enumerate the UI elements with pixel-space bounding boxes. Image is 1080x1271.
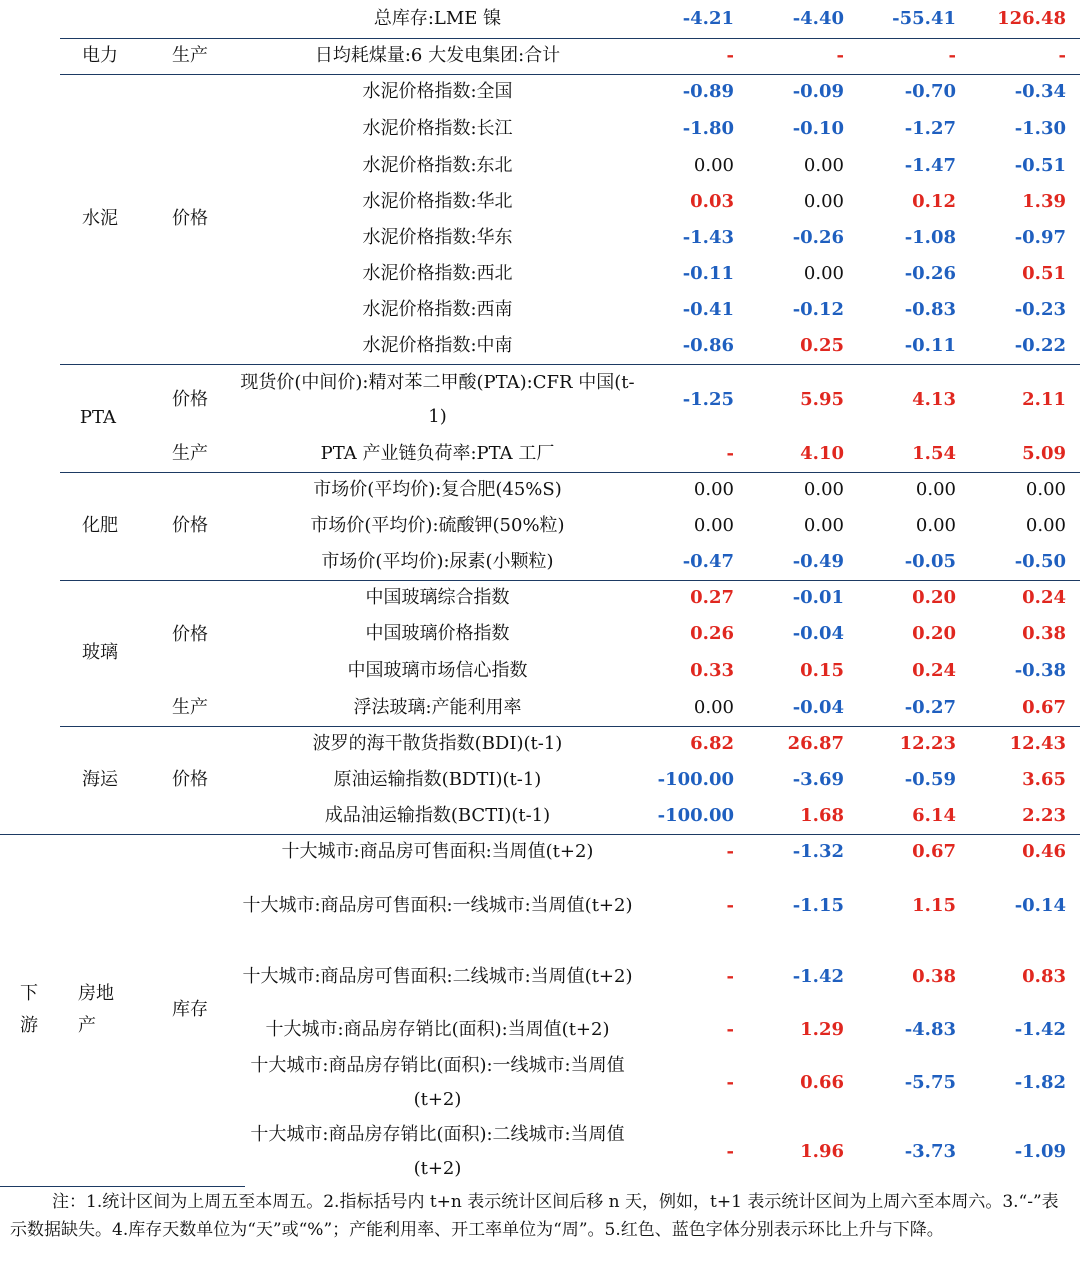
value-cell: -55.41 [892,8,956,29]
value-cell: -0.86 [682,335,734,356]
category-level1: 下游 [20,983,38,1036]
value-cell: -1.08 [904,227,956,248]
value-cell: - [726,966,734,987]
indicator-name: 十大城市:商品房存销比(面积):二线城市:当周值(t+2) [250,1124,625,1179]
value-cell: -0.89 [682,81,734,102]
value-cell: 0.12 [912,191,956,212]
value-cell: 0.00 [803,155,844,176]
category-type: 价格 [172,624,208,645]
value-cell: 0.00 [693,515,734,536]
category-type: 生产 [172,45,208,66]
value-cell: 0.00 [915,515,956,536]
value-cell: 0.00 [1025,479,1066,500]
value-cell: -1.25 [682,389,734,410]
value-cell: -0.41 [682,299,734,320]
value-cell: 1.96 [800,1141,844,1162]
value-cell: -3.73 [904,1141,956,1162]
indicator-name: 十大城市:商品房可售面积:二线城市:当周值(t+2) [242,966,633,987]
value-cell: -1.09 [1014,1141,1066,1162]
value-cell: -1.30 [1014,118,1066,139]
value-cell: 0.15 [800,660,844,681]
table-rule [60,38,1080,39]
table-rule [0,1186,245,1187]
category-type: 生产 [172,443,208,464]
value-cell: 0.24 [912,660,956,681]
indicator-name: 水泥价格指数:西南 [362,299,513,320]
value-cell: 1.29 [800,1019,844,1040]
value-cell: 6.82 [690,733,734,754]
indicator-name: 日均耗煤量:6 大发电集团:合计 [314,45,561,66]
table-rule [60,364,1080,365]
indicator-name: 原油运输指数(BDTI)(t-1) [333,769,542,790]
value-cell: -1.15 [792,895,844,916]
value-cell: - [726,895,734,916]
value-cell: 4.13 [912,389,956,410]
value-cell: -1.27 [904,118,956,139]
indicator-name: 水泥价格指数:东北 [362,155,513,176]
category-industry: 海运 [82,769,118,790]
value-cell: -1.80 [682,118,734,139]
value-cell: -4.83 [904,1019,956,1040]
indicator-name: 成品油运输指数(BCTI)(t-1) [324,805,551,826]
value-cell: 0.66 [800,1072,844,1093]
category-type: 库存 [172,999,208,1020]
value-cell: -5.75 [904,1072,956,1093]
value-cell: -3.69 [792,769,844,790]
value-cell: 0.38 [912,966,956,987]
value-cell: -0.27 [904,697,956,718]
value-cell: 1.68 [800,805,844,826]
category-industry: 电力 [82,45,118,66]
table-rule [60,74,1080,75]
value-cell: - [726,45,734,66]
value-cell: 0.00 [1025,515,1066,536]
value-cell: -0.10 [792,118,844,139]
value-cell: -0.38 [1014,660,1066,681]
value-cell: 0.00 [693,479,734,500]
value-cell: -0.05 [904,551,956,572]
value-cell: -100.00 [657,769,734,790]
table-rule [60,472,1080,473]
category-type: 价格 [172,515,208,536]
value-cell: 0.83 [1022,966,1066,987]
value-cell: -1.42 [1014,1019,1066,1040]
value-cell: 0.27 [690,587,734,608]
indicator-name: 波罗的海干散货指数(BDI)(t-1) [312,733,563,754]
value-cell: 1.54 [912,443,956,464]
indicator-name: 十大城市:商品房可售面积:当周值(t+2) [281,841,594,862]
indicator-name: 市场价(平均价):硫酸钾(50%粒) [310,515,565,536]
indicator-name: 中国玻璃价格指数 [365,623,510,644]
indicator-name: 水泥价格指数:长江 [362,118,513,139]
table-rule [60,580,1080,581]
indicator-name: 现货价(中间价):精对苯二甲酸(PTA):CFR 中国(t-1) [240,372,635,427]
value-cell: 0.03 [690,191,734,212]
value-cell: 0.67 [912,841,956,862]
value-cell: 12.23 [899,733,956,754]
value-cell: 0.20 [912,587,956,608]
value-cell: -0.26 [904,263,956,284]
value-cell: 0.26 [690,623,734,644]
value-cell: -4.21 [682,8,734,29]
indicator-name: 总库存:LME 镍 [373,8,502,29]
value-cell: 5.95 [800,389,844,410]
value-cell: -0.34 [1014,81,1066,102]
value-cell: 1.39 [1022,191,1066,212]
value-cell: -1.47 [904,155,956,176]
indicator-name: 十大城市:商品房可售面积:一线城市:当周值(t+2) [242,895,633,916]
value-cell: 0.25 [800,335,844,356]
value-cell: -1.42 [792,966,844,987]
table-rule [0,834,1080,835]
value-cell: 6.14 [912,805,956,826]
indicator-name: 水泥价格指数:华东 [362,227,513,248]
value-cell: -0.51 [1014,155,1066,176]
value-cell: -0.50 [1014,551,1066,572]
indicator-name: 十大城市:商品房存销比(面积):当周值(t+2) [265,1019,610,1040]
value-cell: 26.87 [787,733,844,754]
value-cell: -0.11 [904,335,956,356]
value-cell: -0.11 [682,263,734,284]
value-cell: - [948,45,956,66]
indicator-name: 水泥价格指数:西北 [362,263,513,284]
indicator-name: 浮法玻璃:产能利用率 [353,697,522,718]
value-cell: 1.15 [912,895,956,916]
value-cell: - [726,1141,734,1162]
value-cell: 12.43 [1009,733,1066,754]
value-cell: - [726,841,734,862]
value-cell: 2.23 [1022,805,1066,826]
category-type: 价格 [172,208,208,229]
value-cell: 3.65 [1022,769,1066,790]
indicator-name: 水泥价格指数:华北 [362,191,513,212]
table-rule [60,726,1080,727]
value-cell: -0.04 [792,697,844,718]
value-cell: 0.46 [1022,841,1066,862]
value-cell: -0.47 [682,551,734,572]
table-footnote: 注：1.统计区间为上周五至本周五。2.指标括号内 t+n 表示统计区间后移 n 天，例如，t+1 表示统计区间为上周六至本周六。3.“-”表示数据缺失。4.库存天数单位为“天”或“%”；产能利用率、开工率单位为“周”。5.红色、蓝色字体分别表示环比上升与下降。 [10,1192,1059,1240]
value-cell: 0.00 [915,479,956,500]
value-cell: -0.97 [1014,227,1066,248]
value-cell: - [726,1072,734,1093]
value-cell: 5.09 [1022,443,1066,464]
indicator-name: 水泥价格指数:中南 [362,335,513,356]
value-cell: -1.32 [792,841,844,862]
value-cell: -0.01 [792,587,844,608]
value-cell: -100.00 [657,805,734,826]
indicator-name: 中国玻璃综合指数 [365,587,510,608]
value-cell: 0.00 [693,155,734,176]
value-cell: 0.00 [803,191,844,212]
value-cell: -0.70 [904,81,956,102]
category-type: 生产 [172,697,208,718]
value-cell: 0.00 [693,697,734,718]
category-industry: 玻璃 [82,642,118,663]
category-industry: 化肥 [82,515,118,536]
indicator-name: PTA 产业链负荷率:PTA 工厂 [320,443,555,464]
value-cell: 0.00 [803,263,844,284]
value-cell: -0.04 [792,623,844,644]
value-cell: -1.43 [682,227,734,248]
value-cell: -1.82 [1014,1072,1066,1093]
value-cell: 4.10 [800,443,844,464]
value-cell: 0.33 [690,660,734,681]
indicator-name: 中国玻璃市场信心指数 [347,660,528,681]
indicator-name: 十大城市:商品房存销比(面积):一线城市:当周值(t+2) [250,1055,625,1110]
value-cell: 0.67 [1022,697,1066,718]
value-cell: 0.20 [912,623,956,644]
value-cell: 2.11 [1022,389,1066,410]
value-cell: -0.49 [792,551,844,572]
value-cell: - [836,45,844,66]
value-cell: -0.59 [904,769,956,790]
value-cell: -0.83 [904,299,956,320]
value-cell: 126.48 [997,8,1066,29]
indicator-name: 水泥价格指数:全国 [362,81,513,102]
category-industry: 房地产 [78,983,114,1036]
value-cell: 0.00 [803,479,844,500]
value-cell: - [1058,45,1066,66]
value-cell: 0.38 [1022,623,1066,644]
value-cell: 0.51 [1022,263,1066,284]
value-cell: -0.22 [1014,335,1066,356]
value-cell: -0.26 [792,227,844,248]
value-cell: -0.09 [792,81,844,102]
value-cell: - [726,1019,734,1040]
value-cell: - [726,443,734,464]
value-cell: -4.40 [792,8,844,29]
value-cell: -0.23 [1014,299,1066,320]
value-cell: -0.12 [792,299,844,320]
value-cell: 0.00 [803,515,844,536]
indicator-name: 市场价(平均价):复合肥(45%S) [313,479,562,500]
indicator-name: 市场价(平均价):尿素(小颗粒) [321,551,554,572]
category-type: 价格 [172,769,208,790]
category-type: 价格 [172,389,208,410]
value-cell: -0.14 [1014,895,1066,916]
category-industry: 水泥 [82,208,118,229]
value-cell: 0.24 [1022,587,1066,608]
category-industry: PTA [79,407,117,428]
